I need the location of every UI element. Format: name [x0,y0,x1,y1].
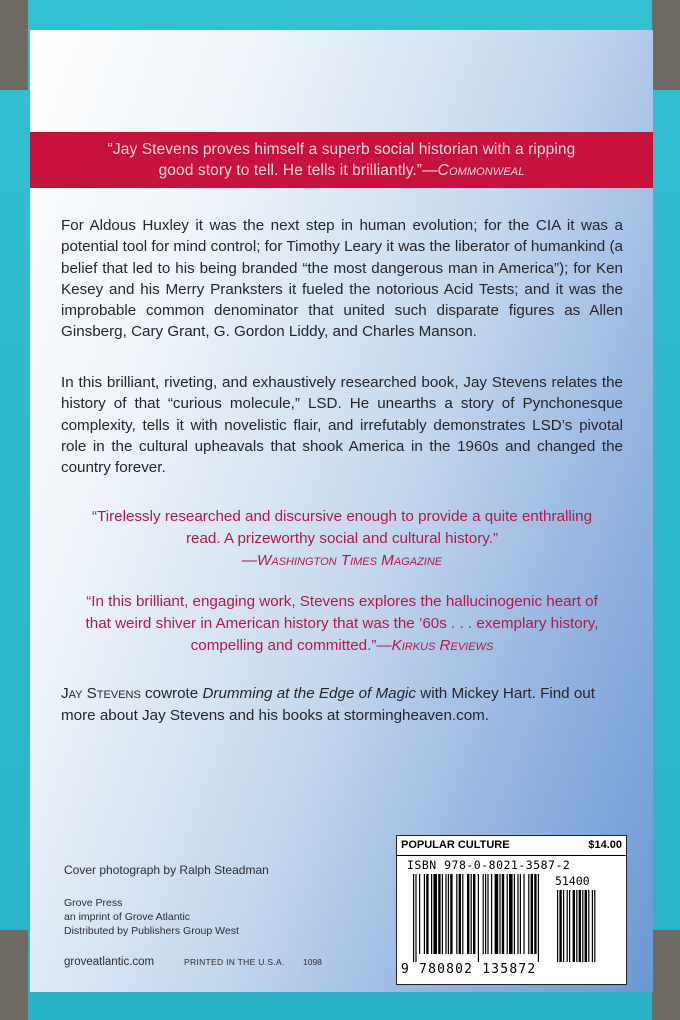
corner-tab-top-right [652,0,680,90]
review-quote-2-line3: compelling and committed.”—Kirkus Reviews [190,637,494,654]
barcode-divider [397,855,626,856]
description-paragraph-1: For Aldous Huxley it was the next step in human evolution; for the CIA it was a potential tool for mind control; for Timothy Leary it was the liberator of humankind (a belief that led to his being branded “the most dangerous man in America”); for Ken Kesey and his Merry Pranksters it fueled the notorious Acid Tests; and it was the improbable common denominator that united such disparate figures as Allen Ginsberg, Cary Grant, G. Gordon Liddy, and Charles Manson. [61,217,623,341]
top-quote-source: Commonweal [437,162,525,179]
review-quote-2-source: Kirkus Reviews [391,637,494,654]
review-quote-1-line1: “Tirelessly researched and discursive enough to provide a quite enthralling [91,508,593,525]
author-name: Jay Stevens [61,685,141,702]
book-title: Drumming at the Edge of Magic [202,685,417,702]
review-quote-2 [61,591,623,657]
print-code: 1098 [303,957,322,967]
barcode-ean-number: 9 780802 135872 [401,962,537,977]
publisher-distributor: Distributed by Publishers Group West [64,925,239,937]
review-quote-1-source: —Washington Times Magazine [241,552,443,569]
publisher-info [64,896,239,938]
footer-line [64,956,364,968]
corner-tab-bottom-left [0,930,28,1020]
publisher-name: Grove Press [64,897,123,909]
corner-tab-bottom-right [652,930,680,1020]
cover-credit: Cover photograph by Ralph Steadman [64,863,269,877]
review-quote-1-line2: read. A prizeworthy social and cultural history.” [185,530,499,547]
top-quote-line2: good story to tell. He tells it brilliantly.”—Commonweal [158,162,525,179]
top-quote-line1: “Jay Stevens proves himself a superb social historian with a ripping [107,141,576,158]
corner-tab-top-left [0,0,28,90]
review-quote-1 [61,506,623,572]
barcode-box [396,835,627,985]
barcode-addon: 51400 [555,874,590,888]
barcode-isbn: ISBN 978-0-8021-3587-2 [407,858,571,872]
barcode-price: $14.00 [588,839,622,851]
top-quote-band [30,132,653,188]
publisher-imprint: an imprint of Grove Atlantic [64,911,191,923]
printed-in-text: PRINTED IN THE U.S.A. [184,957,285,967]
review-quote-2-line1: “In this brilliant, engaging work, Stevens explores the hallucinogenic heart of [86,593,598,610]
author-bio: Jay Stevens cowrote Drumming at the Edge of Magic with Mickey Hart. Find out more about Jay Stevens and his books at stormingheaven.com. [61,685,595,724]
barcode-category: POPULAR CULTURE [401,839,510,851]
description-paragraph-2: In this brilliant, riveting, and exhaustively researched book, Jay Stevens relates the history of that “curious molecule,” LSD. He unearths a story of Pynchonesque complexity, tells it with novelistic flair, and irrefutably demonstrates LSD’s pivotal role in the cultural upheavals that shook America in the 1960s and changed the country forever. [61,374,623,477]
website-text: groveatlantic.com [64,956,155,968]
review-quote-2-line2: that weird shiver in American history that was the ’60s . . . exemplary history, [85,615,599,632]
